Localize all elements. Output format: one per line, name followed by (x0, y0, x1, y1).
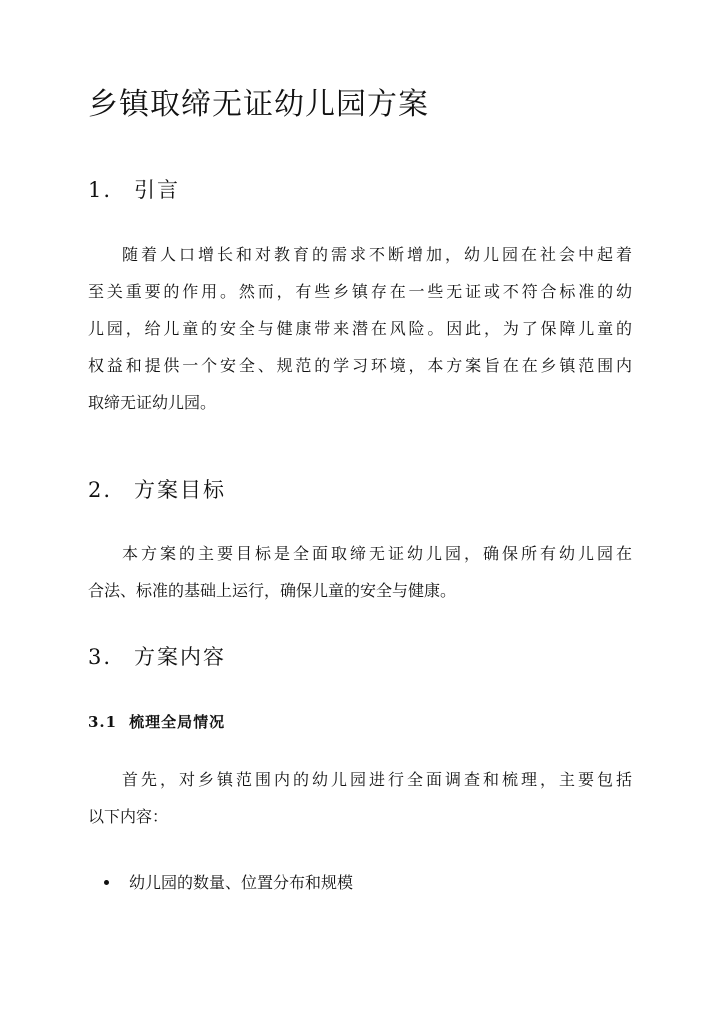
paragraph-line: 本方案的主要目标是全面取缔无证幼儿园，确保所有幼儿园在 (122, 544, 632, 563)
paragraph-line: 取缔无证幼儿园。 (88, 393, 217, 412)
bullet-dot-icon (104, 880, 109, 885)
subsection-3-1-heading (88, 710, 225, 734)
section-1-paragraph (88, 236, 632, 421)
section-1-number: 1. (88, 178, 113, 202)
paragraph-line: 首先，对乡镇范围内的幼儿园进行全面调查和梳理，主要包括 (122, 770, 632, 789)
paragraph-line: 权益和提供一个安全、规范的学习环境，本方案旨在在乡镇范围内 (88, 356, 632, 375)
section-3-title: 方案内容 (134, 645, 227, 669)
document-title: 乡镇取缔无证幼儿园方案 (88, 87, 429, 122)
section-1-title: 引言 (134, 178, 181, 202)
subsection-3-1-title: 梳理全局情况 (129, 713, 226, 731)
section-2-paragraph (88, 535, 632, 609)
paragraph-line: 合法、标准的基础上运行，确保儿童的安全与健康。 (88, 581, 457, 600)
section-2-number: 2. (88, 478, 113, 502)
subsection-3-1-number: 3.1 (88, 713, 118, 731)
paragraph-line: 至关重要的作用。然而，有些乡镇存在一些无证或不符合标准的幼 (88, 282, 632, 301)
section-2-title: 方案目标 (134, 478, 227, 502)
section-3-heading (88, 641, 226, 673)
list-item-text: 幼儿园的数量、位置分布和规模 (129, 873, 354, 892)
list-item (104, 869, 353, 897)
section-1-heading (88, 174, 180, 206)
section-2-heading (88, 474, 226, 506)
section-3-number: 3. (88, 645, 113, 669)
subsection-3-1-paragraph (88, 761, 632, 835)
paragraph-line: 以下内容： (88, 807, 169, 826)
paragraph-line: 随着人口增长和对教育的需求不断增加，幼儿园在社会中起着 (122, 245, 632, 264)
paragraph-line: 儿园，给儿童的安全与健康带来潜在风险。因此，为了保障儿童的 (88, 319, 632, 338)
